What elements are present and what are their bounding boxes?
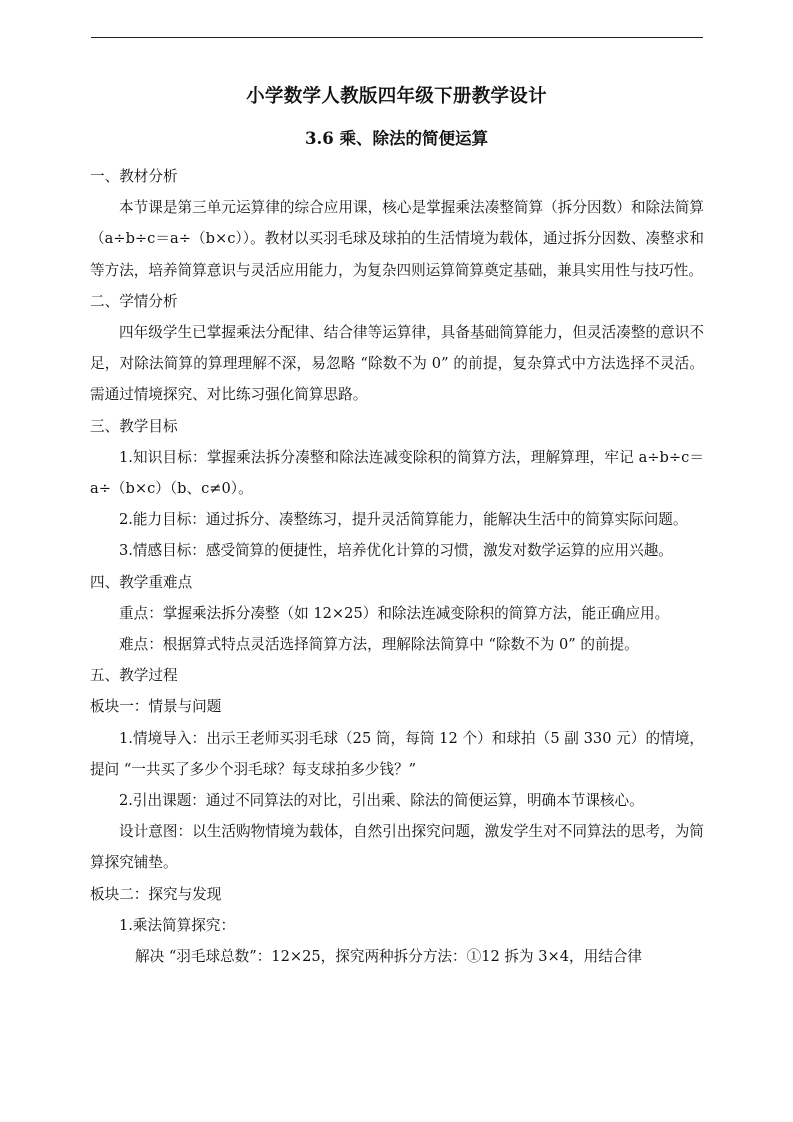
section-heading-student-analysis: 二、学情分析	[90, 292, 178, 310]
document-body	[90, 161, 704, 972]
paragraph-student-analysis: 四年级学生已掌握乘法分配律、结合律等运算律，具备基础简算能力，但灵活凑整的意识不足，对除法简算的算理理解不深，易忽略 “除数不为 0” 的前提，复杂算式中方法选择不灵活。需通过情境探究、对比练习强化简算思路。	[90, 324, 704, 404]
paragraph-emotion-goal: 3.情感目标：感受简算的便捷性，培养优化计算的习惯，激发对数学运算的应用兴趣。	[119, 542, 673, 560]
document-title: 小学数学人教版四年级下册教学设计	[246, 86, 547, 107]
paragraph-multiplication-explore: 1.乘法简算探究：	[119, 916, 236, 934]
paragraph-situation-intro: 1.情境导入：出示王老师买羽毛球（25 筒，每筒 12 个）和球拍（5 副 330 元）的情境，提问 “一共买了多少个羽毛球？每支球拍多少钱？”	[90, 729, 704, 778]
block-heading-explore-discover: 板块二：探究与发现	[90, 885, 222, 903]
section-heading-textbook-analysis: 一、教材分析	[90, 168, 178, 185]
paragraph-lesson-topic: 2.引出课题：通过不同算法的对比，引出乘、除法的简便运算，明确本节课核心。	[119, 792, 644, 810]
section-heading-teaching-goals: 三、教学目标	[90, 417, 178, 435]
paragraph-design-intent: 设计意图：以生活购物情境为载体，自然引出探究问题，激发学生对不同算法的思考，为简算探究铺垫。	[90, 823, 704, 872]
block-heading-situation-problem: 板块一：情景与问题	[90, 698, 222, 716]
paragraph-ability-goal: 2.能力目标：通过拆分、凑整练习，提升灵活简算能力，能解决生活中的简算实际问题。	[119, 511, 688, 529]
paragraph-textbook-analysis: 本节课是第三单元运算律的综合应用课，核心是掌握乘法凑整简算（拆分因数）和除法简算（a÷b÷c＝a÷（b×c））。教材以买羽毛球及球拍的生活情境为载体，通过拆分因数、凑整求和等方法，培养简算意识与灵活应用能力，为复杂四则运算简算奠定基础，兼具实用性与技巧性。	[90, 199, 704, 279]
section-heading-key-difficult-points: 四、教学重难点	[90, 573, 193, 591]
paragraph-shuttlecock-total: 解决 “羽毛球总数”：12×25，探究两种拆分方法：①12 拆为 3×4，用结合律	[135, 948, 643, 966]
header-rule	[91, 37, 703, 38]
paragraph-knowledge-goal: 1.知识目标：掌握乘法拆分凑整和除法连减变除积的简算方法，理解算理，牢记 a÷b÷c＝a÷（b×c）（b、c≠0）。	[90, 448, 704, 498]
paragraph-difficult-point: 难点：根据算式特点灵活选择简算方法，理解除法简算中 “除数不为 0” 的前提。	[119, 636, 639, 654]
document-subtitle: 3.6 乘、除法的简便运算	[305, 129, 488, 148]
paragraph-key-point: 重点：掌握乘法拆分凑整（如 12×25）和除法连减变除积的简算方法，能正确应用。	[119, 604, 670, 622]
section-heading-teaching-process: 五、教学过程	[90, 667, 178, 685]
